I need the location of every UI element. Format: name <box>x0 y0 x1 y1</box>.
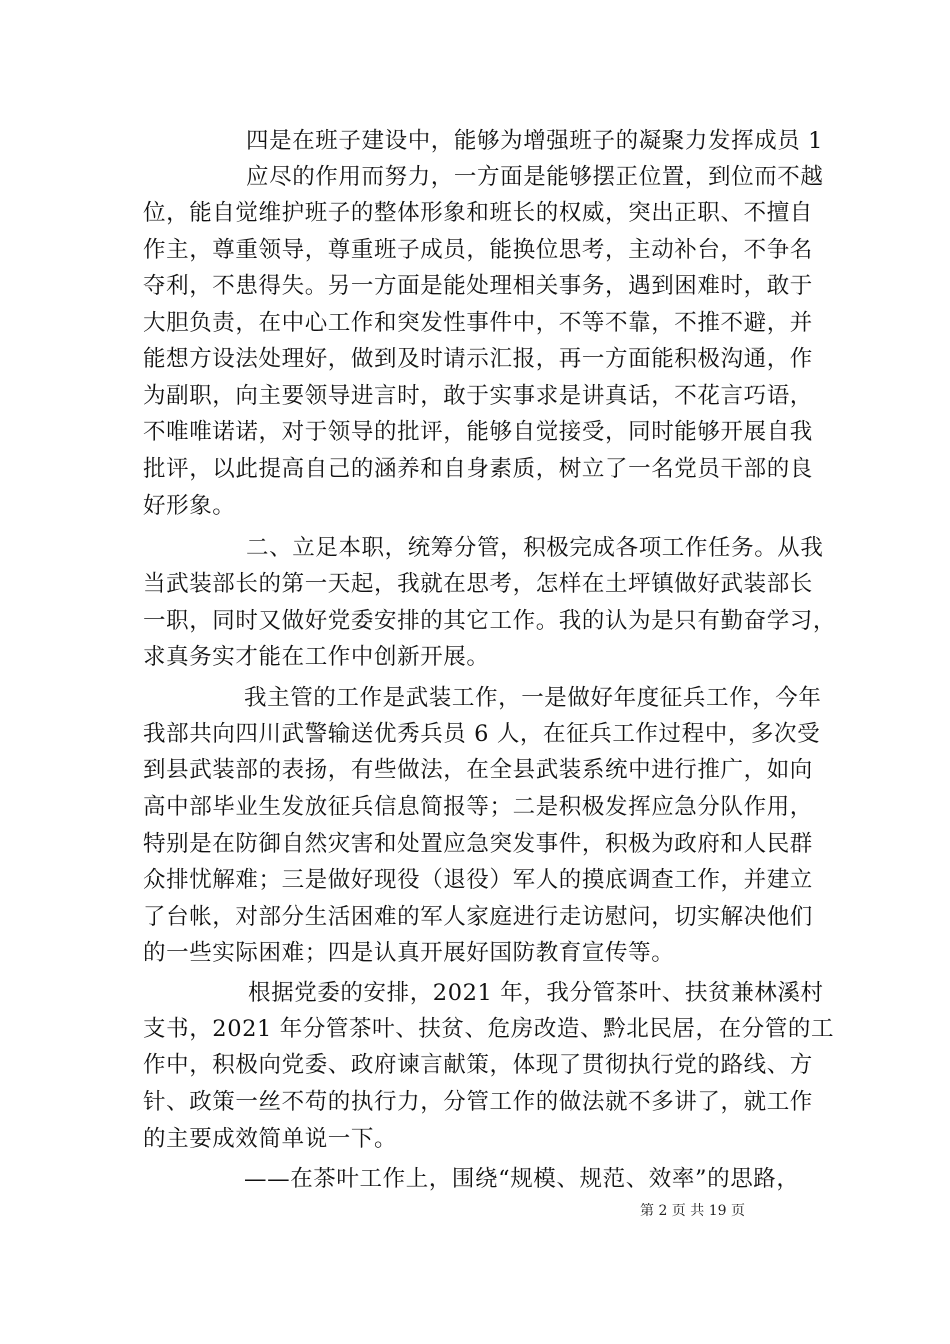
text-line: 根据党委的安排，2021 年，我分管茶叶、扶贫兼林溪村 <box>248 980 824 1006</box>
text-line: 大胆负责，在中心工作和突发性事件中，不等不靠，不推不避，并 <box>143 310 813 336</box>
text-line: 不唯唯诺诺，对于领导的批评，能够自觉接受，同时能够开展自我 <box>143 419 813 445</box>
text-line: 高中部毕业生发放征兵信息简报等；二是积极发挥应急分队作用， <box>143 794 813 820</box>
text-line: 我主管的工作是武装工作，一是做好年度征兵工作，今年 <box>244 685 822 711</box>
page-number-footer: 第 2 页 共 19 页 <box>640 1203 745 1219</box>
text-line: 众排忧解难；三是做好现役（退役）军人的摸底调查工作，并建立 <box>143 867 813 893</box>
text-line: 作中，积极向党委、政府谏言献策，体现了贯彻执行党的路线、方 <box>143 1052 813 1078</box>
text-line: 一职，同时又做好党委安排的其它工作。我的认为是只有勤奋学习， <box>143 608 837 634</box>
text-line: 的一些实际困难；四是认真开展好国防教育宣传等。 <box>143 940 675 966</box>
text-line: 当武装部长的第一天起，我就在思考，怎样在土坪镇做好武装部长 <box>143 571 813 597</box>
text-line: 作主，尊重领导，尊重班子成员，能换位思考，主动补台，不争名 <box>143 237 813 263</box>
text-line: 应尽的作用而努力，一方面是能够摆正位置，到位而不越 <box>246 164 824 190</box>
text-line: 批评，以此提高自己的涵养和自身素质，树立了一名党员干部的良 <box>143 456 813 482</box>
section-heading-line: 二、立足本职，统筹分管，积极完成各项工作任务。从我 <box>246 535 824 561</box>
text-line: 好形象。 <box>143 493 236 519</box>
text-line: 我部共向四川武警输送优秀兵员 6 人，在征兵工作过程中，多次受 <box>143 721 821 747</box>
text-line: 的主要成效简单说一下。 <box>143 1126 398 1152</box>
text-line: 四是在班子建设中，能够为增强班子的凝聚力发挥成员 1 <box>246 128 824 154</box>
text-line: 特别是在防御自然灾害和处置应急突发事件，积极为政府和人民群 <box>143 831 813 857</box>
text-line: 针、政策一丝不苟的执行力，分管工作的做法就不多讲了，就工作 <box>143 1089 813 1115</box>
text-line: 求真务实才能在工作中创新开展。 <box>143 644 490 670</box>
text-line: 夺利，不患得失。另一方面是能处理相关事务，遇到困难时，敢于 <box>143 273 813 299</box>
text-line: 能想方设法处理好，做到及时请示汇报，再一方面能积极沟通，作 <box>143 346 813 372</box>
text-line: 为副职，向主要领导进言时，敢于实事求是讲真话，不花言巧语， <box>143 383 813 409</box>
text-line: 到县武装部的表扬，有些做法，在全县武装系统中进行推广，如向 <box>143 757 813 783</box>
text-line: ——在茶叶工作上，围绕“规模、规范、效率”的思路， <box>244 1166 800 1192</box>
text-line: 了台帐，对部分生活困难的军人家庭进行走访慰问，切实解决他们 <box>143 904 813 930</box>
text-line: 位，能自觉维护班子的整体形象和班长的权威，突出正职、不擅自 <box>143 200 813 226</box>
text-line: 支书，2021 年分管茶叶、扶贫、危房改造、黔北民居，在分管的工 <box>143 1016 835 1042</box>
